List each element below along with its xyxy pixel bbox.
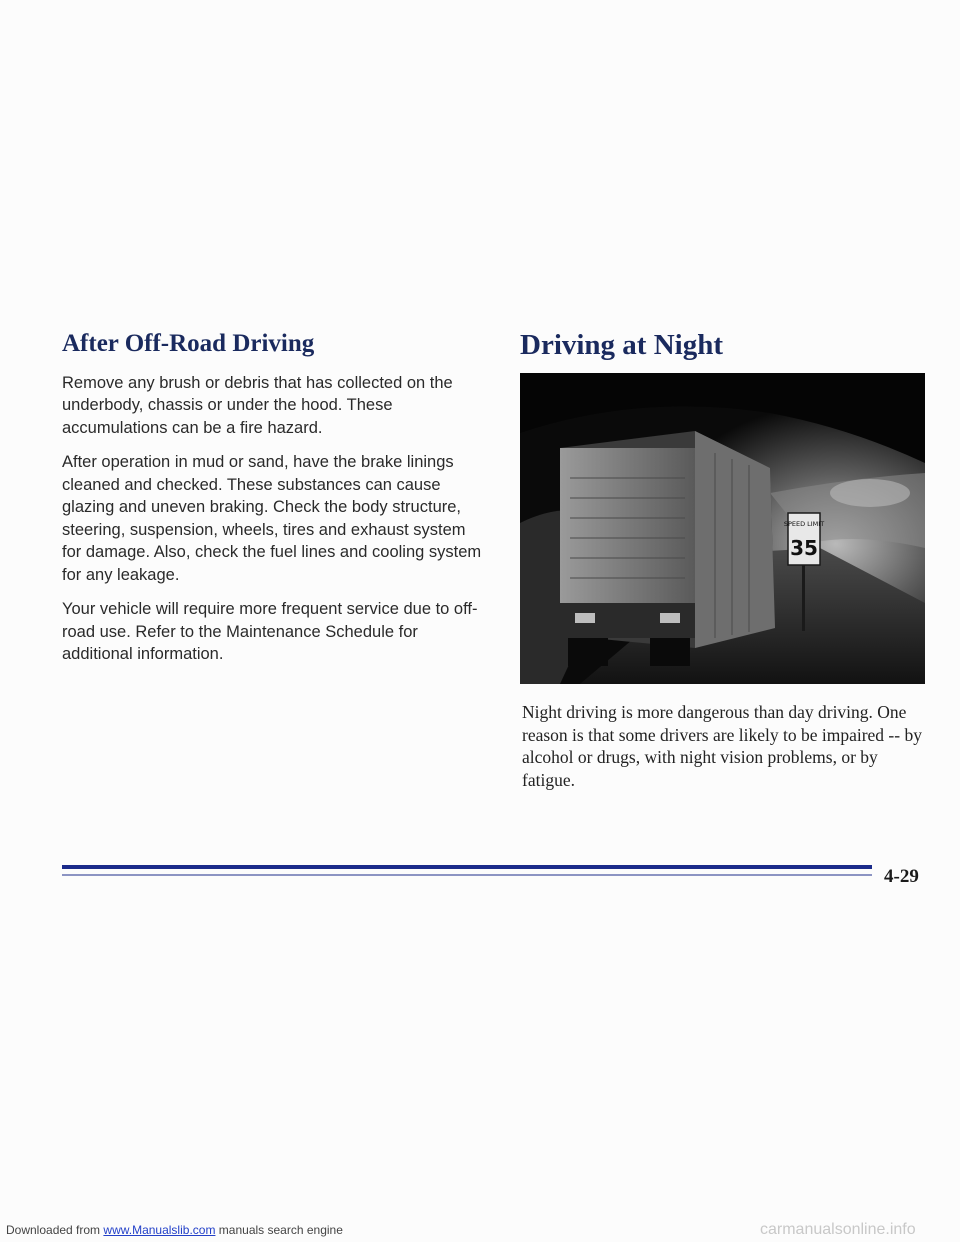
download-suffix: manuals search engine [218,1223,343,1237]
download-prefix: Downloaded from [6,1223,101,1237]
manualslib-link[interactable]: www.Manualslib.com [103,1223,216,1237]
footer-rule [62,860,872,880]
page-number: 4-29 [884,866,919,887]
night-truck-illustration [520,373,925,684]
section-heading-after-off-road: After Off-Road Driving [62,330,315,357]
night-driving-paragraph: Night driving is more dangerous than day driving. One reason is that some drivers are likely to be impaired -- by alcohol or drugs, with night vision problems, or by fatigue. [522,702,922,790]
download-source-line [6,1223,343,1237]
body-paragraph: Remove any brush or debris that has collected on the underbody, chassis or under the hood. These accumulations can be a fire hazard. [62,373,453,437]
watermark-text: carmanualsonline.info [760,1221,916,1238]
driving-at-night-section [520,330,940,362]
body-paragraph: After operation in mud or sand, have the brake linings cleaned and checked. These substances can cause glazing and uneven braking. Check the body structure, steering, suspension, wheels, tires and exhaust system for damage. Also, check the fuel lines and cooling system for any leakage. [62,453,482,584]
night-truck-photo [520,373,925,684]
speed-sign-number: 35 [790,536,818,560]
body-paragraph: Your vehicle will require more frequent service due to off-road use. Refer to the Maintenance Schedule for additional information. [62,600,478,663]
speed-sign-label: SPEED LIMIT [783,520,825,528]
after-off-road-section [62,330,482,666]
section-heading-driving-at-night: Driving at Night [520,329,723,361]
